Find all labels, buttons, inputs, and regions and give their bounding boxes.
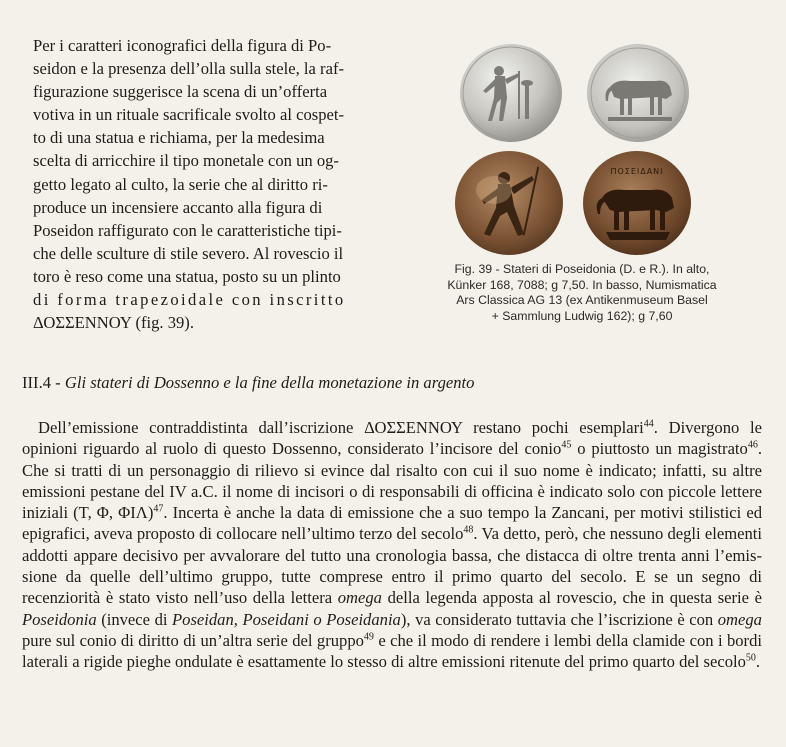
caption-line: Fig. 39 - Stateri di Poseidonia (D. e R.). In alto, xyxy=(454,262,710,276)
caption-line: + Sammlung Ludwig 162); g 7,60 xyxy=(491,308,673,323)
section-heading xyxy=(22,372,762,394)
figure-39 xyxy=(404,20,760,345)
section-title: Gli stateri di Dossenno e la fine della monetazione in argento xyxy=(64,373,475,392)
caption-line: Ars Classica AG 13 (ex Antikenmuseum Basel xyxy=(456,293,708,308)
figure-caption xyxy=(404,262,760,324)
paragraph-text: Dell’emissione contraddistinta dall’iscrizione ΔΟΣΣΕΝΝΟΥ restano pochi esemplari$^{44}$. Divergono le opinioni riguardo al ruolo di questo Dossenno, considerato l’incisore del conio$^{45}$ o piuttosto un magistrato$^{46}$. Che si tratti di un personaggio di rilievo si evince dal risalto con cui il suo nome è indicato; infatti, su altre emissioni pestane del IV a.C. il nome di incisori o di responsabili di officina è indicato solo con piccole lettere iniziali (Τ, Φ, ΦΙΛ)$^{47}$. Incerta è anche la data di emissione che a suo tempo la Zancani, per motivi stilistici ed epigrafici, aveva proposto di collocare nell’ultimo terzo del secolo$^{48}$. Va detto, però, che nessuno degli elementi addotti appare decisivo per avvalorare del tutto una cronologia bassa, che distacca di oltre trenta anni l’emissione da quelle dell’ultimo gruppo, tutte comprese entro il primo quarto del secolo. E se un segno di recenziorità è stato visto nell’uso della lettera omega della legenda apposta al rovescio, che in questa serie è Poseidonia (invece di Poseidan, Poseidani o Poseidania), va considerato tuttavia che l’iscrizione è con omega pure sul conio di diritto di un’altra serie del gruppo$^{49}$ e che il modo di rendere i lembi della clamide con i bordi laterali a rigide pieghe ondulate è esattamente lo stesso di altre emissioni ritenute del primo quarto del secolo$^{50}$. xyxy=(22,418,762,672)
section-number: III.4 - xyxy=(22,373,65,392)
body-paragraph xyxy=(22,417,762,673)
coin-inscription: ΠΟΣΕΙΔΑΝΙ xyxy=(610,167,664,176)
text-line: produce un incensiere accanto alla figura di xyxy=(33,197,323,217)
text-line: Poseidon raffigurato con le caratteristiche tipi- xyxy=(33,220,342,240)
footnote-ref[interactable]: 48 xyxy=(463,524,474,536)
coin-obverse-bottom-image xyxy=(454,150,564,256)
footnote-ref[interactable]: 46 xyxy=(747,439,758,451)
text-line: seidon e la presenza dell’olla sulla stele, la raf- xyxy=(33,59,344,79)
text-line: scelta di arricchire il tipo monetale con un og- xyxy=(33,151,339,171)
footnote-ref[interactable]: 44 xyxy=(643,418,654,430)
text-line: votiva in un rituale sacrificale svolto al cospet- xyxy=(33,105,345,125)
coin-obverse-top-image xyxy=(459,43,563,143)
footnote-ref[interactable]: 45 xyxy=(561,439,572,451)
intro-paragraph xyxy=(33,34,371,334)
caption-line: Künker 168, 7088; g 7,50. In basso, Numismatica xyxy=(447,277,717,292)
footnote-ref[interactable]: 47 xyxy=(153,503,164,515)
text-line: Per i caratteri iconografici della figura di Po- xyxy=(33,36,332,55)
text-line: di forma trapezoidale con inscritto xyxy=(33,290,346,310)
coin-reverse-bottom-image xyxy=(582,150,692,256)
text-line: ΔΟΣΣΕΝΝΟΥ (fig. 39). xyxy=(33,313,194,333)
text-line: toro è reso come una statua, posto su un plinto xyxy=(33,266,341,286)
text-line: che delle sculture di stile severo. Al rovescio il xyxy=(33,243,344,263)
text-line: getto legato al culto, la serie che al diritto ri- xyxy=(33,174,328,194)
text-line: figurazione suggerisce la scena di un’offerta xyxy=(33,82,328,102)
footnote-ref[interactable]: 50 xyxy=(745,652,756,664)
footnote-ref[interactable]: 49 xyxy=(363,631,374,643)
coin-reverse-top-image xyxy=(586,43,690,143)
text-line: to di una statua e richiama, per la medesima xyxy=(33,128,325,148)
